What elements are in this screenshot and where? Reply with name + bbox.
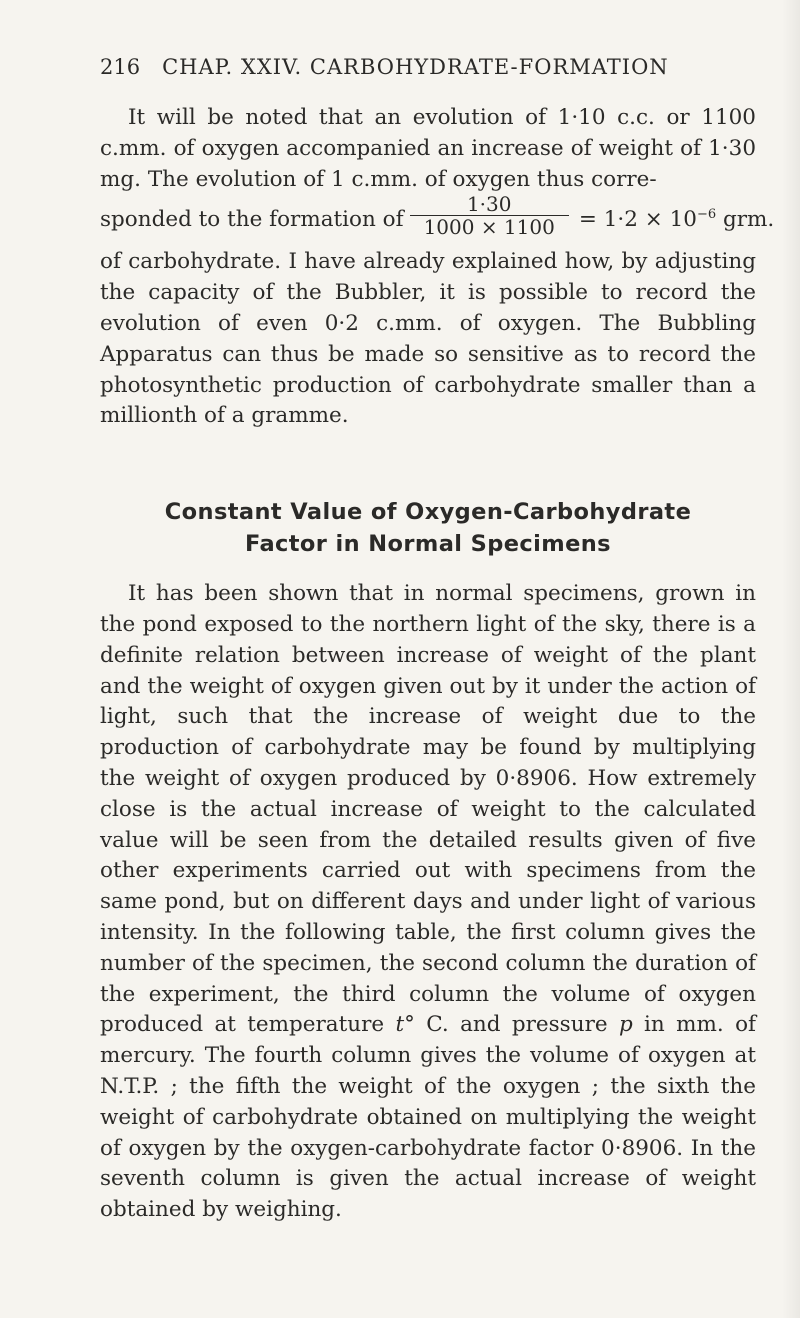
running-head (100, 55, 756, 97)
equation-line (100, 191, 775, 247)
paragraph-evolution-continued: of carbohydrate. I have already explained how, by adjusting the capacity of the Bubbler, it is possible to record the evolution of even 0·2 c.mm. of oxygen. The Bubbling Apparatus can thus be made so sensitive as to record the photosynthetic production of carbohydrate smaller than a millionth of a gramme. (100, 249, 756, 429)
paragraph2-part2: ° C. and pressure (404, 1012, 619, 1038)
equation-result-prefix: = 1·2 × 10 (578, 206, 697, 232)
section-heading (100, 496, 756, 560)
equation-lead-text: sponded to the formation of (100, 206, 404, 232)
book-page (100, 55, 775, 1226)
equation-result-suffix: grm. (722, 206, 775, 232)
fraction-numerator: 1·30 (410, 193, 569, 216)
fraction-denominator: 1000 × 1100 (423, 214, 555, 239)
page-edge-shadow (782, 0, 800, 1318)
equation-fraction (410, 193, 569, 238)
page-number: 216 (100, 55, 141, 79)
paragraph-normal-specimens (100, 579, 756, 1226)
paragraph2-part3: in mm. of mercury. The fourth column gives the volume of oxygen at N.T.P. ; the fifth the weight of the oxygen ; the sixth the weight of carbohydrate obtained on multiplying the weight of oxygen by the oxygen-carbohydrate factor 0·8906. In the seventh column is given the actual increase of weight obtained by weighing. (100, 1012, 757, 1223)
pressure-symbol: p (618, 1012, 633, 1038)
paragraph-evolution-intro: It will be noted that an evolution of 1·10 c.c. or 1100 c.mm. of oxygen accompanied an increase of weight of 1·30 mg. The evolution of 1 c.mm. of oxygen thus corre- (100, 105, 756, 192)
equation-result (579, 207, 774, 232)
paragraph2-part1: It has been shown that in normal specimens, grown in the pond exposed to the northern light of the sky, there is a definite relation between increase of weight of the plant and the weight of oxygen given out by it under the action of light, such that the increase of weight due to the production of carbohydrate may be found by multiplying the weight of oxygen produced by 0·8906. How extremely close is the actual increase of weight to the calculated value will be seen from the detailed results given of five other experiments carried out with specimens from the same pond, but on different days and under light of various intensity. In the following table, the first column gives the number of the specimen, the second column the duration of the experiment, the third column the volume of oxygen produced at temperature (100, 581, 756, 1038)
temperature-symbol: t (395, 1012, 405, 1038)
section-heading-line2: Factor in Normal Specimens (245, 531, 611, 558)
chapter-title: CHAP. XXIV. CARBOHYDRATE-FORMATION (162, 55, 669, 79)
section-heading-line1: Constant Value of Oxygen-Carbohydrate (164, 499, 692, 526)
equation-exponent: −6 (696, 206, 717, 222)
